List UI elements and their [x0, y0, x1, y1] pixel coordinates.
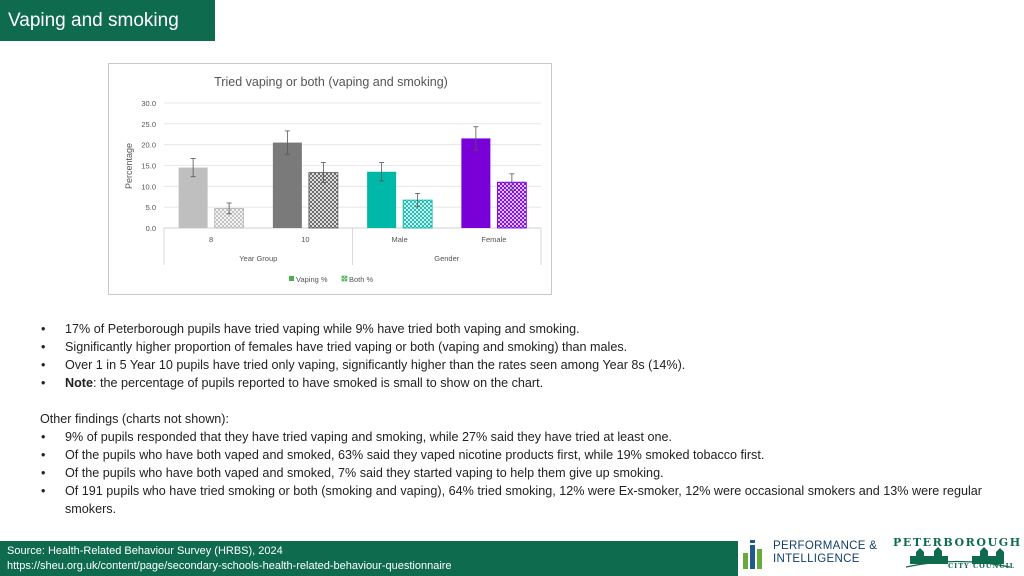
peterborough-council-logo — [890, 534, 1024, 576]
legend — [289, 275, 374, 284]
finding-item: • Over 1 in 5 Year 10 pupils have tried only vaping, significantly higher than the rates seen among Year 8s (14%). — [40, 356, 1010, 374]
y-tick-label: 25.0 — [141, 119, 156, 129]
x-tick-label: 8 — [209, 235, 214, 244]
finding-item: • Significantly higher proportion of females have tried vaping or both (vaping and smoking) than males. — [40, 338, 1010, 356]
x-tick-label: Female — [481, 235, 507, 244]
other-finding-item: • 9% of pupils responded that they have tried vaping and smoking, while 27% said they have tried at least one. — [40, 428, 1010, 446]
group-label: Gender — [434, 254, 460, 263]
page-title: Vaping and smoking — [0, 0, 215, 41]
other-finding-item: • Of the pupils who have both vaped and smoked, 7% said they started vaping to help them give up smoking. — [40, 464, 1010, 482]
council-subtitle: CITY COUNCIL — [948, 562, 1016, 570]
bar-chart — [109, 64, 553, 296]
source-text: Source: Health-Related Behaviour Survey (HRBS), 2024 — [7, 545, 283, 557]
source-footer — [0, 541, 738, 576]
source-url[interactable]: https://sheu.org.uk/content/page/secondary-schools-health-related-behaviour-questionnaire — [7, 560, 452, 572]
bar-vaping-female — [461, 138, 490, 228]
other-findings-list — [40, 428, 1010, 518]
y-axis-label: Percentage — [124, 142, 134, 190]
legend-swatch-both — [342, 276, 347, 281]
group-label: Year Group — [239, 254, 278, 263]
bar-chart-logo-icon — [741, 539, 769, 571]
x-tick-label: Male — [391, 235, 408, 244]
y-tick-label: 0.0 — [145, 224, 156, 233]
y-tick-label: 10.0 — [141, 182, 156, 192]
other-findings-heading: Other findings (charts not shown): — [40, 412, 229, 426]
x-tick-label: 10 — [301, 235, 310, 244]
legend-label-both: Both % — [349, 275, 374, 284]
finding-item: • Note: the percentage of pupils reported to have smoked is small to show on the chart. — [40, 374, 1010, 392]
finding-item: • 17% of Peterborough pupils have tried vaping while 9% have tried both vaping and smoking. — [40, 320, 1010, 338]
logo-text-line2: INTELLIGENCE — [773, 553, 860, 565]
y-tick-label: 5.0 — [145, 203, 156, 213]
y-tick-label: 20.0 — [141, 140, 156, 150]
legend-swatch-vaping — [289, 276, 294, 281]
chart-title: Tried vaping or both (vaping and smoking) — [214, 75, 448, 89]
chart-container — [108, 63, 552, 295]
other-finding-item: • Of 191 pupils who have tried smoking or both (smoking and vaping), 64% tried smoking, 12% were Ex-smoker, 12% were occasional smokers and 13% were regular smokers. — [40, 482, 1010, 518]
council-name: PETERBOROUGH — [893, 536, 1022, 549]
note-label: Note — [65, 376, 93, 390]
main-findings-list — [40, 320, 1010, 392]
y-tick-label: 15.0 — [141, 161, 156, 171]
legend-label-vaping: Vaping % — [296, 275, 328, 284]
y-tick-label: 30.0 — [141, 99, 156, 108]
bar-vaping-10 — [273, 143, 302, 228]
logo-text-line1: PERFORMANCE & — [773, 540, 878, 552]
performance-intelligence-logo — [741, 538, 881, 572]
findings-section — [40, 320, 1010, 518]
other-finding-item: • Of the pupils who have both vaped and smoked, 63% said they vaped nicotine products first, while 19% smoked tobacco first. — [40, 446, 1010, 464]
